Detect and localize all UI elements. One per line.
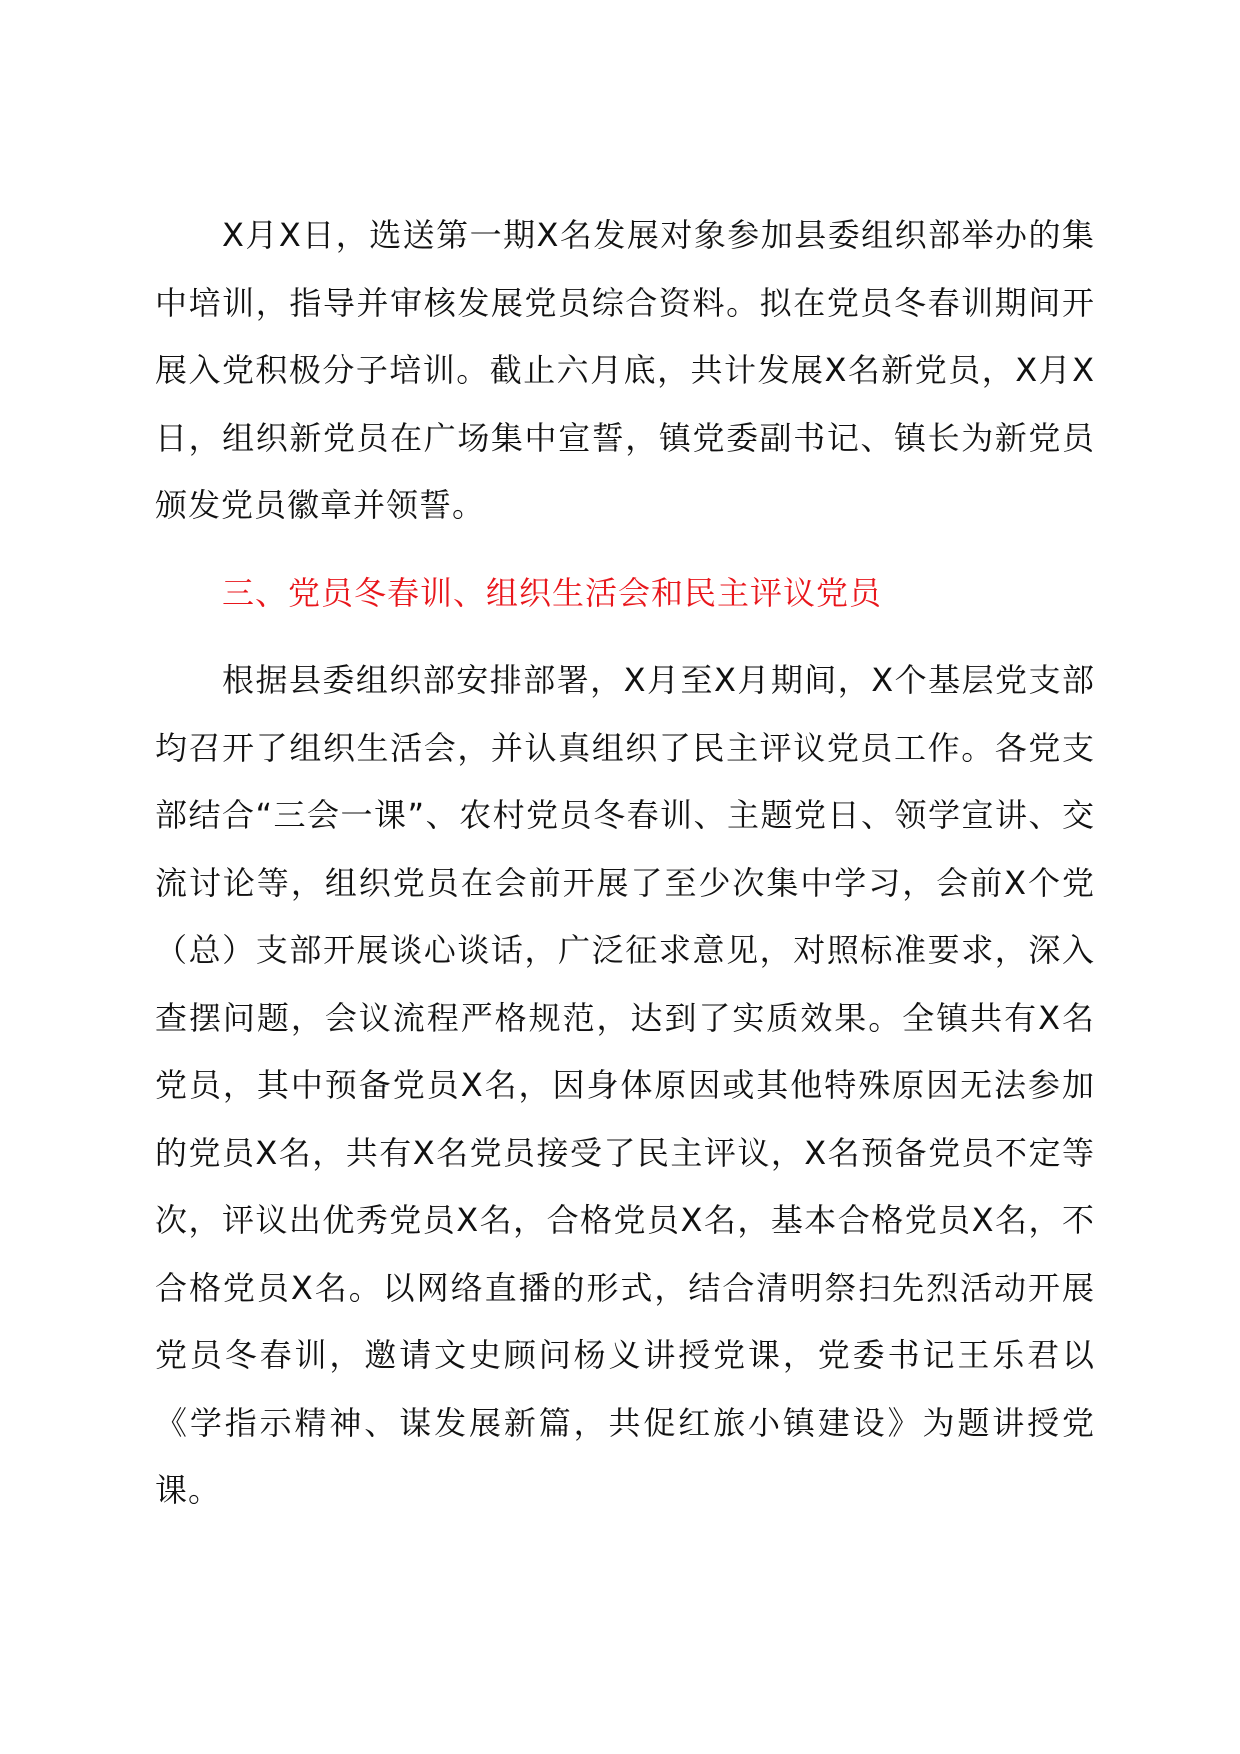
section-heading: 三、党员冬春训、组织生活会和民主评议党员 — [222, 573, 883, 612]
paragraph-development-training: X月X日，选送第一期X名发展对象参加县委组织部举办的集中培训，指导并审核发展党员综合资料。拟在党员冬春训期间开展入党积极分子培训。截止六月底，共计发展X名新党员，X月X日，组织新党员在广场集中宣誓，镇党委副书记、镇长为新党员颁发党员徽章并领誓。 — [155, 216, 1095, 524]
paragraph-organization-life-meeting: 根据县委组织部安排部署，X月至X月期间，X个基层党支部均召开了组织生活会，并认真组织了民主评议党员工作。各党支部结合“三会一课”、农村党员冬春训、主题党日、领学宣讲、交流讨论等，组织党员在会前开展了至少次集中学习，会前X个党（总）支部开展谈心谈话，广泛征求意见，对照标准要求，深入查摆问题，会议流程严格规范，达到了实质效果。全镇共有X名党员，其中预备党员X名，因身体原因或其他特殊原因无法参加的党员X名，共有X名党员接受了民主评议，X名预备党员不定等次，评议出优秀党员X名，合格党员X名，基本合格党员X名，不合格党员X名。以网络直播的形式，结合清明祭扫先烈活动开展党员冬春训，邀请文史顾问杨义讲授党课，党委书记王乐君以《学指示精神、谋发展新篇，共促红旅小镇建设》为题讲授党课。 — [155, 661, 1095, 1509]
document-body — [155, 202, 1095, 1525]
